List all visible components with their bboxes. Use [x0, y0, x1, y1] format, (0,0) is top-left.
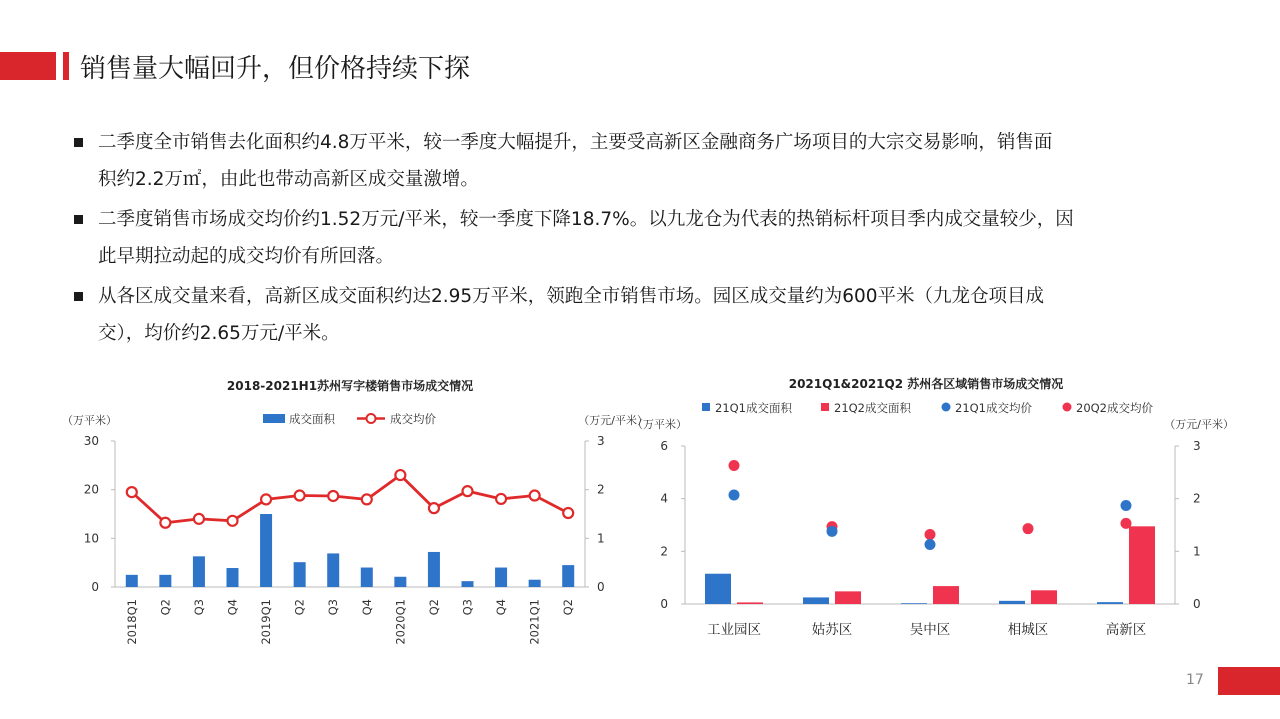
legend-area-swatch [263, 414, 285, 423]
bar-21q2-area [1031, 590, 1057, 604]
chart-title: 2021Q1&2021Q2 苏州各区域销售市场成交情况 [788, 377, 1064, 391]
bar-21q2-area [737, 602, 763, 604]
bar-area [159, 575, 171, 587]
price-point [127, 487, 137, 497]
price-point [194, 514, 204, 524]
y-left-unit-label: （万平米） [62, 414, 117, 427]
price-point [395, 470, 405, 480]
y-left-tick-label: 10 [83, 531, 99, 546]
bullet-line: 从各区成交量来看，高新区成交面积约达2.95万平米，领跑全市销售市场。园区成交量约为600平米（九龙仓项目成 [98, 286, 1045, 307]
footer-accent-bar [1218, 667, 1280, 695]
x-tick-label: Q2 [158, 599, 173, 616]
bullet-square-icon [74, 292, 83, 301]
y-left-unit-label: （万平米） [632, 418, 687, 431]
legend-price-label: 成交均价 [390, 412, 436, 426]
bullet-item [70, 124, 1230, 198]
price-point [261, 494, 271, 504]
x-tick-label: 2020Q1 [393, 599, 408, 645]
legend-swatch [702, 403, 710, 411]
bar-21q1-area [705, 574, 731, 604]
bullet-line: 此早期拉动起的成交均价有所回落。 [98, 246, 395, 267]
bullet-list [70, 124, 1230, 355]
point-21q1-price [925, 539, 936, 550]
title-marker [63, 52, 69, 80]
bullet-square-icon [74, 215, 83, 224]
x-tick-label: 2019Q1 [259, 599, 274, 645]
y-left-tick-label: 6 [660, 439, 668, 453]
x-tick-label: 工业园区 [707, 622, 761, 638]
bar-21q2-area [835, 591, 861, 604]
bar-area [562, 565, 574, 587]
price-point [496, 494, 506, 504]
x-tick-label: Q4 [494, 599, 509, 616]
legend-label: 21Q1成交均价 [955, 401, 1033, 415]
bar-21q1-area [1097, 602, 1123, 604]
y-right-tick-label: 1 [1193, 544, 1201, 559]
x-tick-label: Q2 [561, 599, 576, 616]
legend-swatch [821, 403, 829, 411]
bar-21q2-area [1129, 526, 1155, 604]
y-left-tick-label: 30 [83, 434, 99, 448]
y-right-tick-label: 0 [1193, 597, 1201, 611]
bar-area [227, 568, 239, 587]
point-21q1-price [1121, 500, 1132, 511]
x-tick-label: 相城区 [1007, 622, 1049, 638]
bar-area [462, 581, 474, 587]
point-20q2-price [1023, 523, 1034, 534]
x-tick-label: Q3 [460, 599, 475, 616]
bullet-line: 交），均价约2.65万元/平米。 [98, 323, 340, 344]
legend-swatch [942, 403, 951, 412]
price-point [228, 516, 238, 526]
bar-21q2-area [933, 586, 959, 604]
y-right-tick-label: 1 [597, 531, 605, 546]
price-point [563, 508, 573, 518]
point-20q2-price [1121, 518, 1132, 529]
page-number: 17 [1186, 672, 1204, 688]
y-right-tick-label: 3 [597, 434, 605, 448]
y-left-tick-label: 0 [660, 597, 668, 611]
bullet-item [70, 201, 1230, 275]
y-right-tick-label: 0 [597, 580, 605, 594]
legend-area-label: 成交面积 [289, 412, 335, 426]
y-left-tick-label: 4 [660, 491, 668, 506]
x-tick-label: 姑苏区 [811, 622, 853, 638]
y-right-unit-label: （万元/平米） [578, 414, 648, 427]
price-point [463, 486, 473, 496]
x-tick-label: Q4 [225, 599, 240, 616]
price-point [160, 518, 170, 528]
x-tick-label: Q3 [326, 599, 341, 616]
x-tick-label: Q2 [426, 599, 441, 616]
bar-area [327, 553, 339, 587]
chart-title: 2018-2021H1苏州写字楼销售市场成交情况 [226, 379, 474, 393]
y-right-tick-label: 2 [1193, 491, 1201, 506]
bullet-line: 二季度全市销售去化面积约4.8万平米，较一季度大幅提升，主要受高新区金融商务广场项目的大宗交易影响，销售面 [98, 132, 1053, 153]
y-left-tick-label: 2 [660, 544, 668, 559]
bar-21q1-area [901, 603, 927, 604]
bar-area [126, 575, 138, 587]
bar-area [260, 514, 272, 587]
price-point [429, 503, 439, 513]
x-tick-label: 2018Q1 [124, 599, 139, 645]
y-right-unit-label: （万元/平米） [1164, 418, 1234, 431]
x-tick-label: 吴中区 [909, 622, 951, 638]
y-right-tick-label: 3 [1193, 439, 1201, 453]
page-title: 销售量大幅回升，但价格持续下探 [80, 54, 471, 84]
accent-bar [0, 52, 56, 80]
bar-area [428, 552, 440, 587]
point-21q1-price [827, 526, 838, 537]
point-20q2-price [925, 529, 936, 540]
price-point [530, 491, 540, 501]
bar-area [361, 568, 373, 587]
bullet-line: 二季度销售市场成交均价约1.52万元/平米，较一季度下降18.7%。以九龙仓为代表的热销标杆项目季内成交量较少，因 [98, 209, 1074, 230]
y-left-tick-label: 0 [91, 580, 99, 594]
right-chart [630, 368, 1250, 648]
x-tick-label: Q4 [359, 599, 374, 616]
bullet-square-icon [74, 138, 83, 147]
x-tick-label: 2021Q1 [527, 599, 542, 645]
bullet-item [70, 278, 1230, 352]
bar-21q1-area [999, 601, 1025, 604]
legend-label: 20Q2成交均价 [1076, 401, 1154, 415]
bar-area [529, 580, 541, 587]
x-tick-label: 高新区 [1105, 622, 1147, 638]
legend-price-marker [367, 414, 376, 423]
price-point [328, 491, 338, 501]
bar-area [193, 556, 205, 587]
bullet-line: 积约2.2万㎡，由此也带动高新区成交量激增。 [98, 169, 479, 190]
legend-label: 21Q2成交面积 [834, 401, 912, 415]
left-chart [60, 370, 650, 660]
x-tick-label: Q3 [191, 599, 206, 616]
legend-swatch [1063, 403, 1072, 412]
price-point [295, 491, 305, 501]
point-20q2-price [729, 460, 740, 471]
bar-area [394, 577, 406, 587]
price-point [362, 494, 372, 504]
bar-21q1-area [803, 597, 829, 604]
bar-area [294, 562, 306, 587]
x-tick-label: Q2 [292, 599, 307, 616]
legend-label: 21Q1成交面积 [715, 401, 793, 415]
y-left-tick-label: 20 [83, 482, 99, 497]
y-right-tick-label: 2 [597, 482, 605, 497]
bar-area [495, 568, 507, 587]
point-21q1-price [729, 489, 740, 500]
